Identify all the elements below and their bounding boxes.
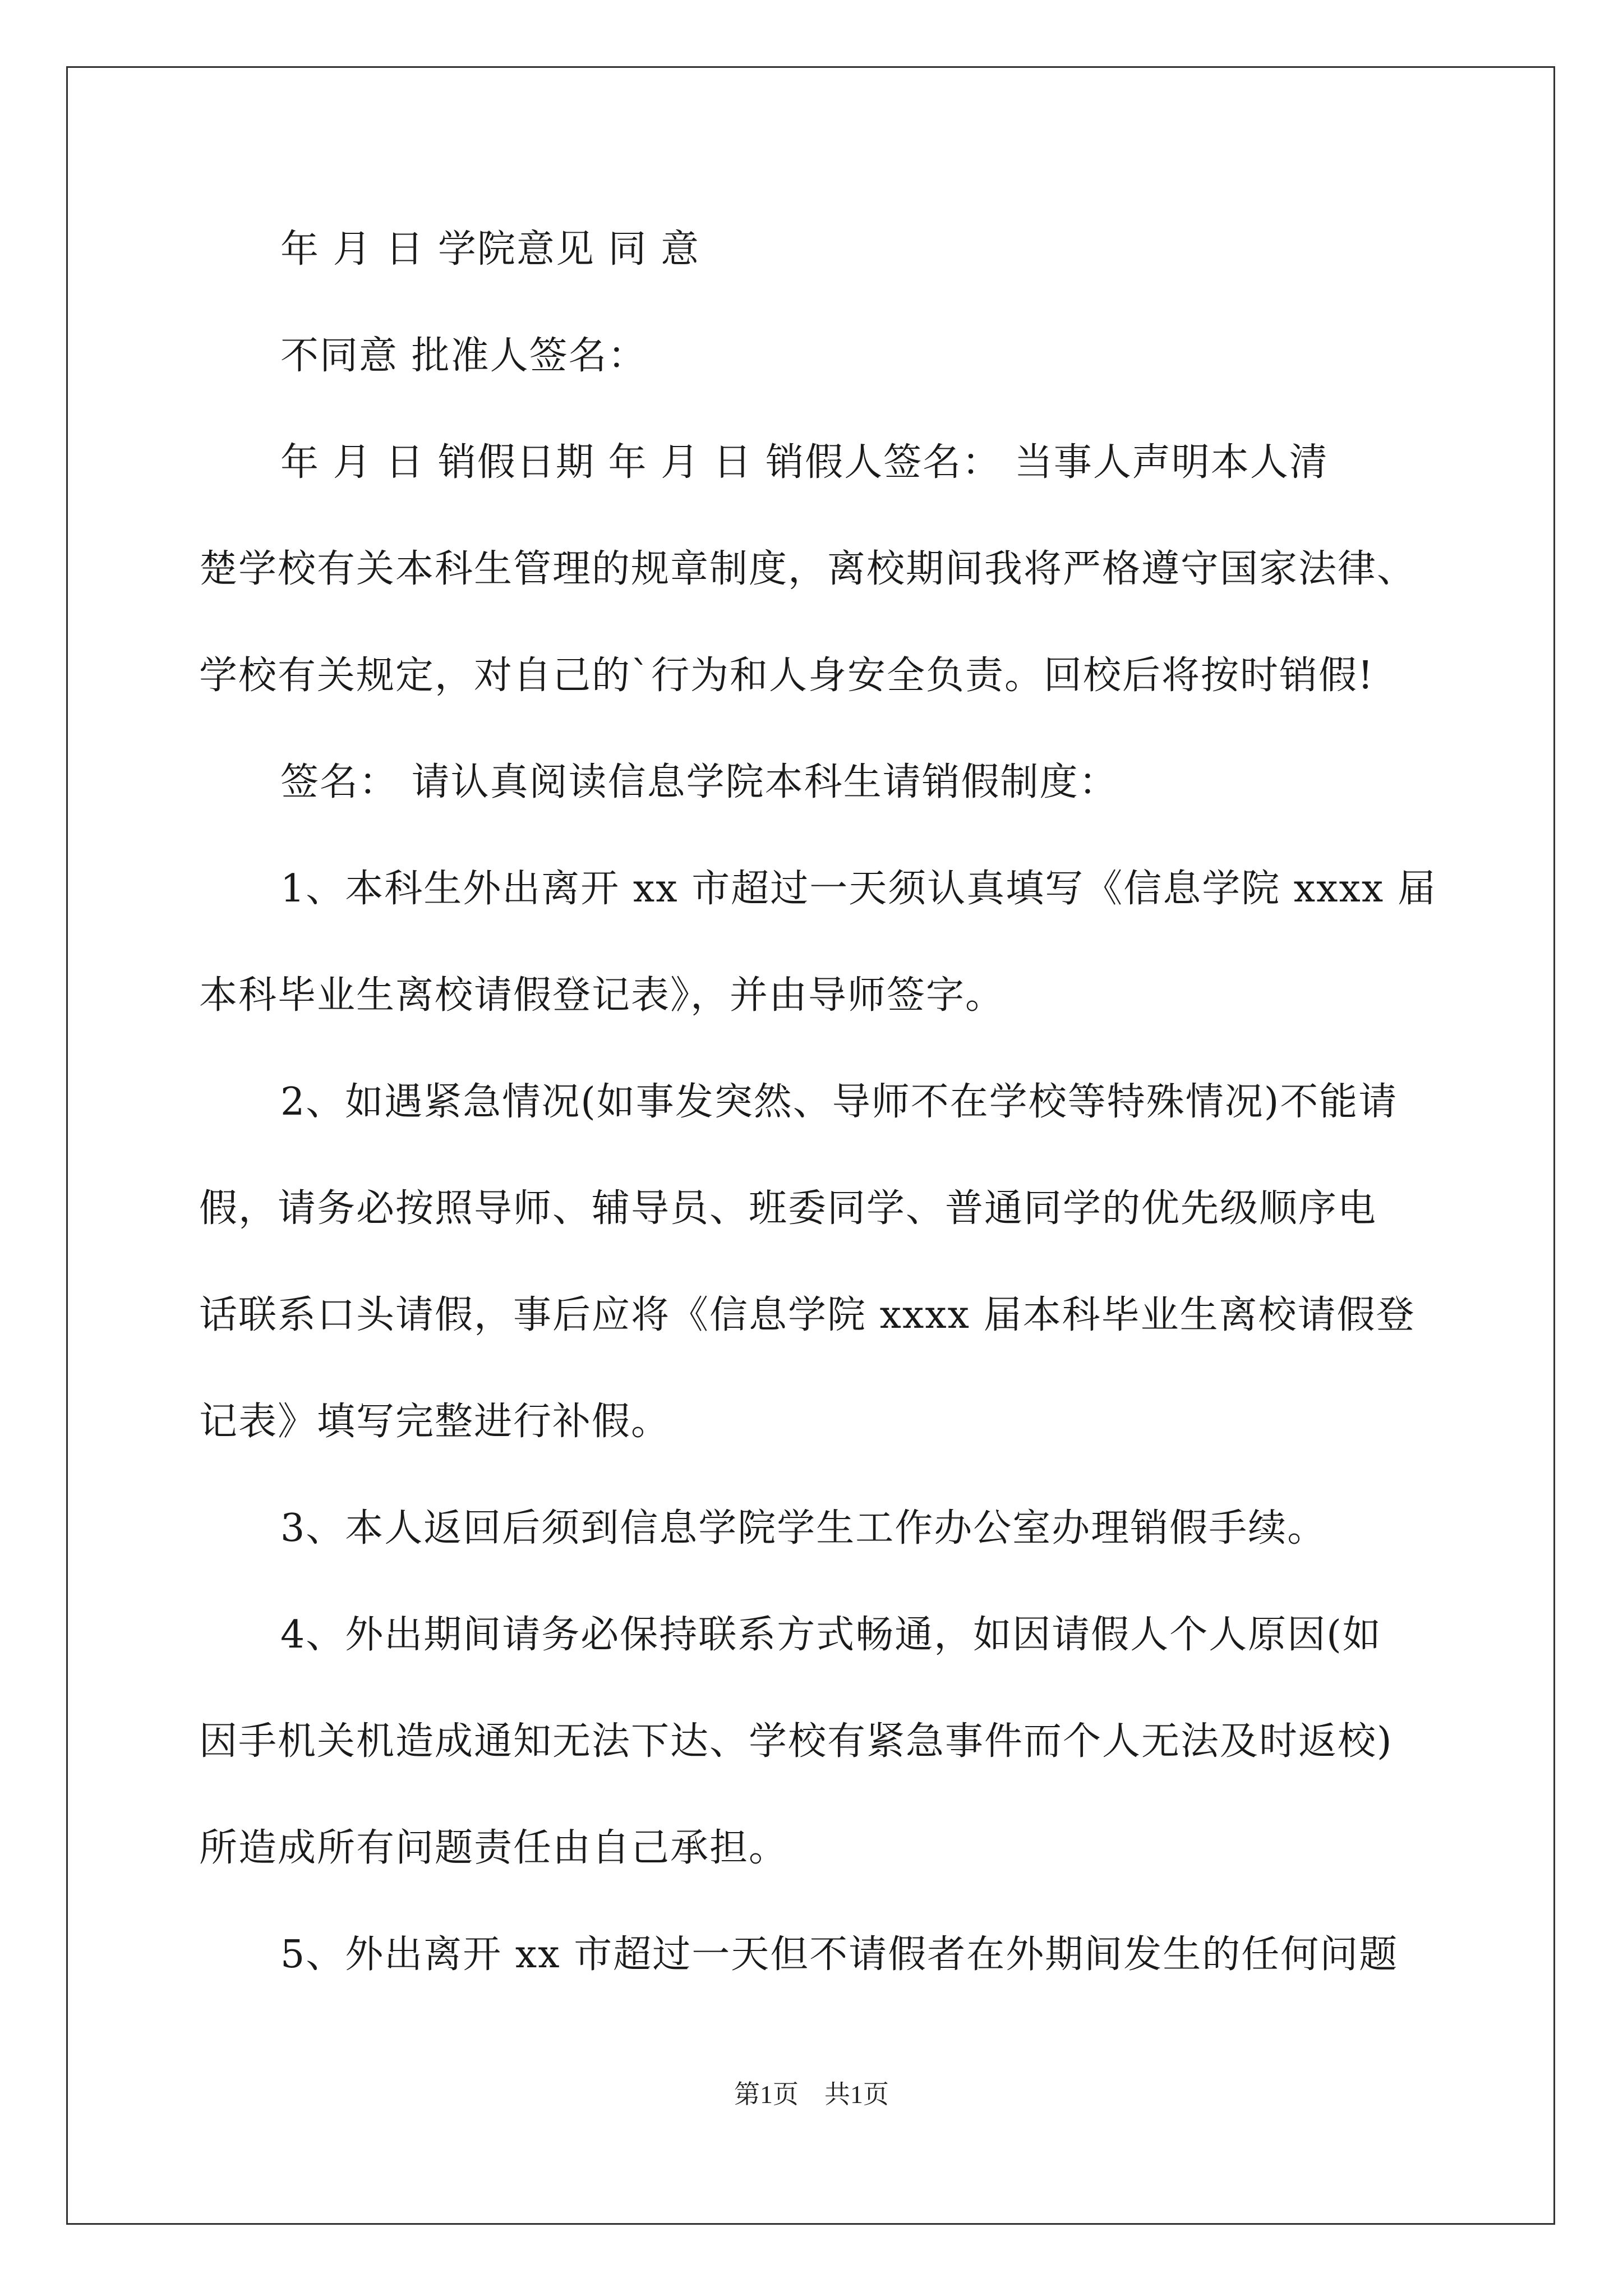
text-line: 3、本人返回后须到信息学院学生工作办公室办理销假手续。 bbox=[280, 1506, 1327, 1550]
text-line: 4、外出期间请务必保持联系方式畅通，如因请假人个人原因(如 bbox=[280, 1613, 1382, 1657]
text-line: 签名： 请认真阅读信息学院本科生请销假制度： bbox=[280, 760, 1118, 804]
text-line: 所造成所有问题责任由自己承担。 bbox=[199, 1826, 789, 1870]
text-line: 5、外出离开 xx 市超过一天但不请假者在外期间发生的任何问题 bbox=[280, 1932, 1399, 1977]
text-line: 2、如遇紧急情况(如事发突然、导师不在学校等特殊情况)不能请 bbox=[280, 1080, 1398, 1124]
text-line: 楚学校有关本科生管理的规章制度，离校期间我将严格遵守国家法律、 bbox=[199, 547, 1417, 591]
text-line: 话联系口头请假，事后应将《信息学院 xxxx 届本科毕业生离校请假登 bbox=[199, 1293, 1415, 1337]
text-line: 因手机关机造成通知无法下达、学校有紧急事件而个人无法及时返校) bbox=[199, 1719, 1393, 1764]
text-line: 学校有关规定，对自己的`行为和人身安全负责。回校后将按时销假! bbox=[199, 654, 1375, 698]
page-footer: 第1页 共1页 bbox=[734, 2080, 889, 2109]
page-border bbox=[66, 66, 1555, 2225]
text-line: 假，请务必按照导师、辅导员、班委同学、普通同学的优先级顺序电 bbox=[199, 1186, 1377, 1231]
text-line: 本科毕业生离校请假登记表》，并由导师签字。 bbox=[199, 973, 1005, 1018]
text-line: 年 月 日 学院意见 同 意 bbox=[280, 227, 700, 272]
text-line: 1、本科生外出离开 xx 市超过一天须认真填写《信息学院 xxxx 届 bbox=[280, 867, 1437, 911]
text-line: 记表》填写完整进行补假。 bbox=[199, 1400, 671, 1444]
text-line: 年 月 日 销假日期 年 月 日 销假人签名： 当事人声明本人清 bbox=[280, 440, 1329, 485]
text-line: 不同意 批准人签名： bbox=[280, 334, 647, 378]
